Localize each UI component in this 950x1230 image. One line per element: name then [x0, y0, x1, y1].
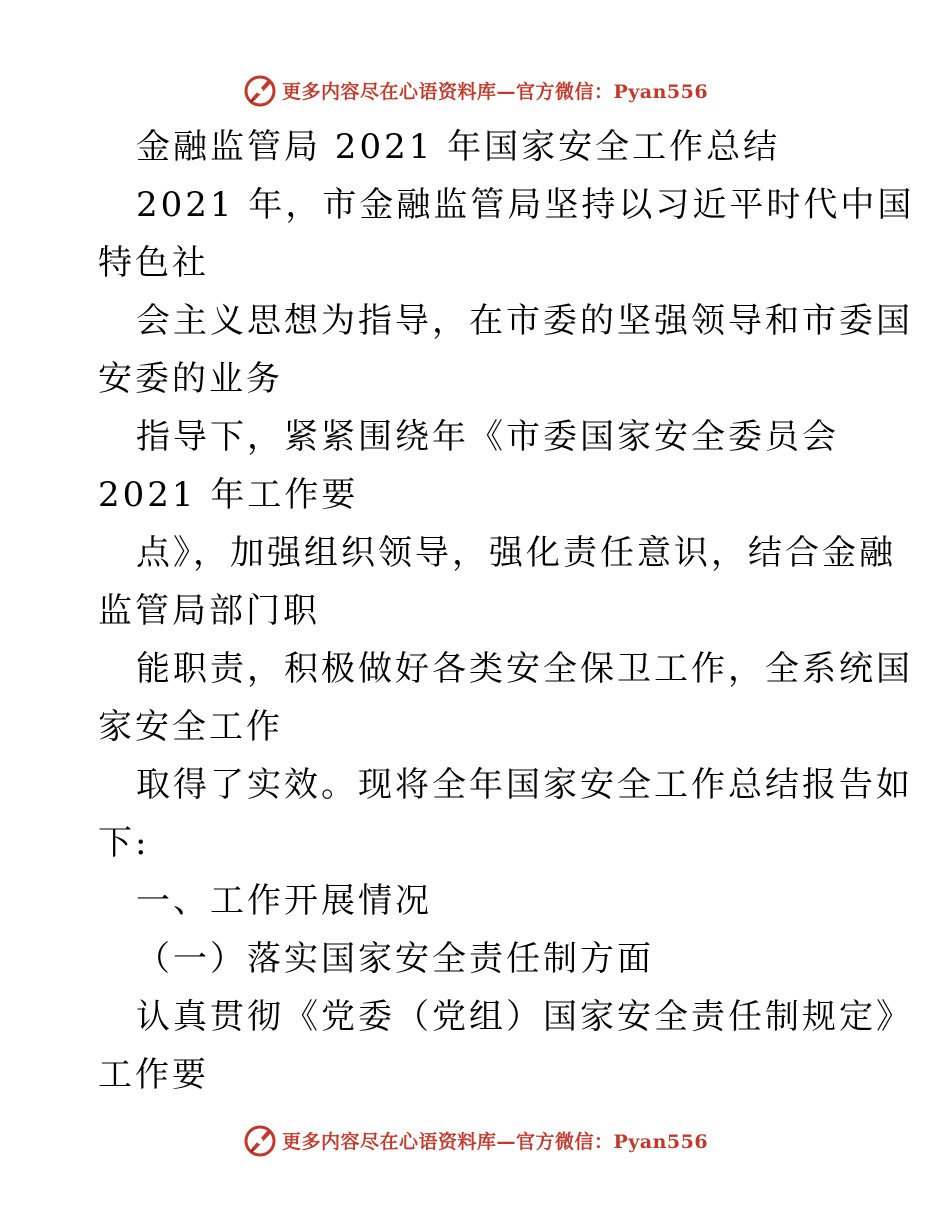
text-line: 特色社	[98, 243, 209, 283]
header-watermark	[0, 70, 950, 110]
text-line: 取得了实效。现将全年国家安全工作总结报告如	[136, 765, 913, 805]
text-line: 工作要	[98, 1055, 209, 1095]
text-line: 指导下，紧紧围绕年《市委国家安全委员会	[136, 417, 839, 457]
text-line: 监管局部门职	[98, 591, 320, 631]
text-line: 一、工作开展情况	[136, 881, 432, 921]
quill-logo-icon	[242, 1122, 278, 1158]
document-body	[98, 118, 915, 1104]
watermark-text: 更多内容尽在心语资料库—官方微信：Pyan556	[281, 1130, 709, 1153]
text-line: 2021 年工作要	[98, 475, 359, 515]
footer-watermark	[0, 1120, 950, 1160]
watermark-text: 更多内容尽在心语资料库—官方微信：Pyan556	[281, 80, 709, 103]
quill-logo-icon	[242, 72, 278, 108]
text-line: 下:	[98, 823, 150, 863]
text-line: 家安全工作	[98, 707, 283, 747]
text-line: 2021 年，市金融监管局坚持以习近平时代中国	[136, 185, 915, 225]
text-line: 安委的业务	[98, 359, 283, 399]
text-line: 能职责，积极做好各类安全保卫工作，全系统国	[136, 649, 913, 689]
text-line: （一）落实国家安全责任制方面	[136, 939, 654, 979]
text-line: 认真贯彻《党委（党组）国家安全责任制规定》	[136, 997, 913, 1037]
text-line: 会主义思想为指导，在市委的坚强领导和市委国	[136, 301, 913, 341]
text-line: 金融监管局 2021 年国家安全工作总结	[136, 127, 781, 167]
text-line: 点》，加强组织领导，强化责任意识，结合金融	[136, 533, 896, 573]
